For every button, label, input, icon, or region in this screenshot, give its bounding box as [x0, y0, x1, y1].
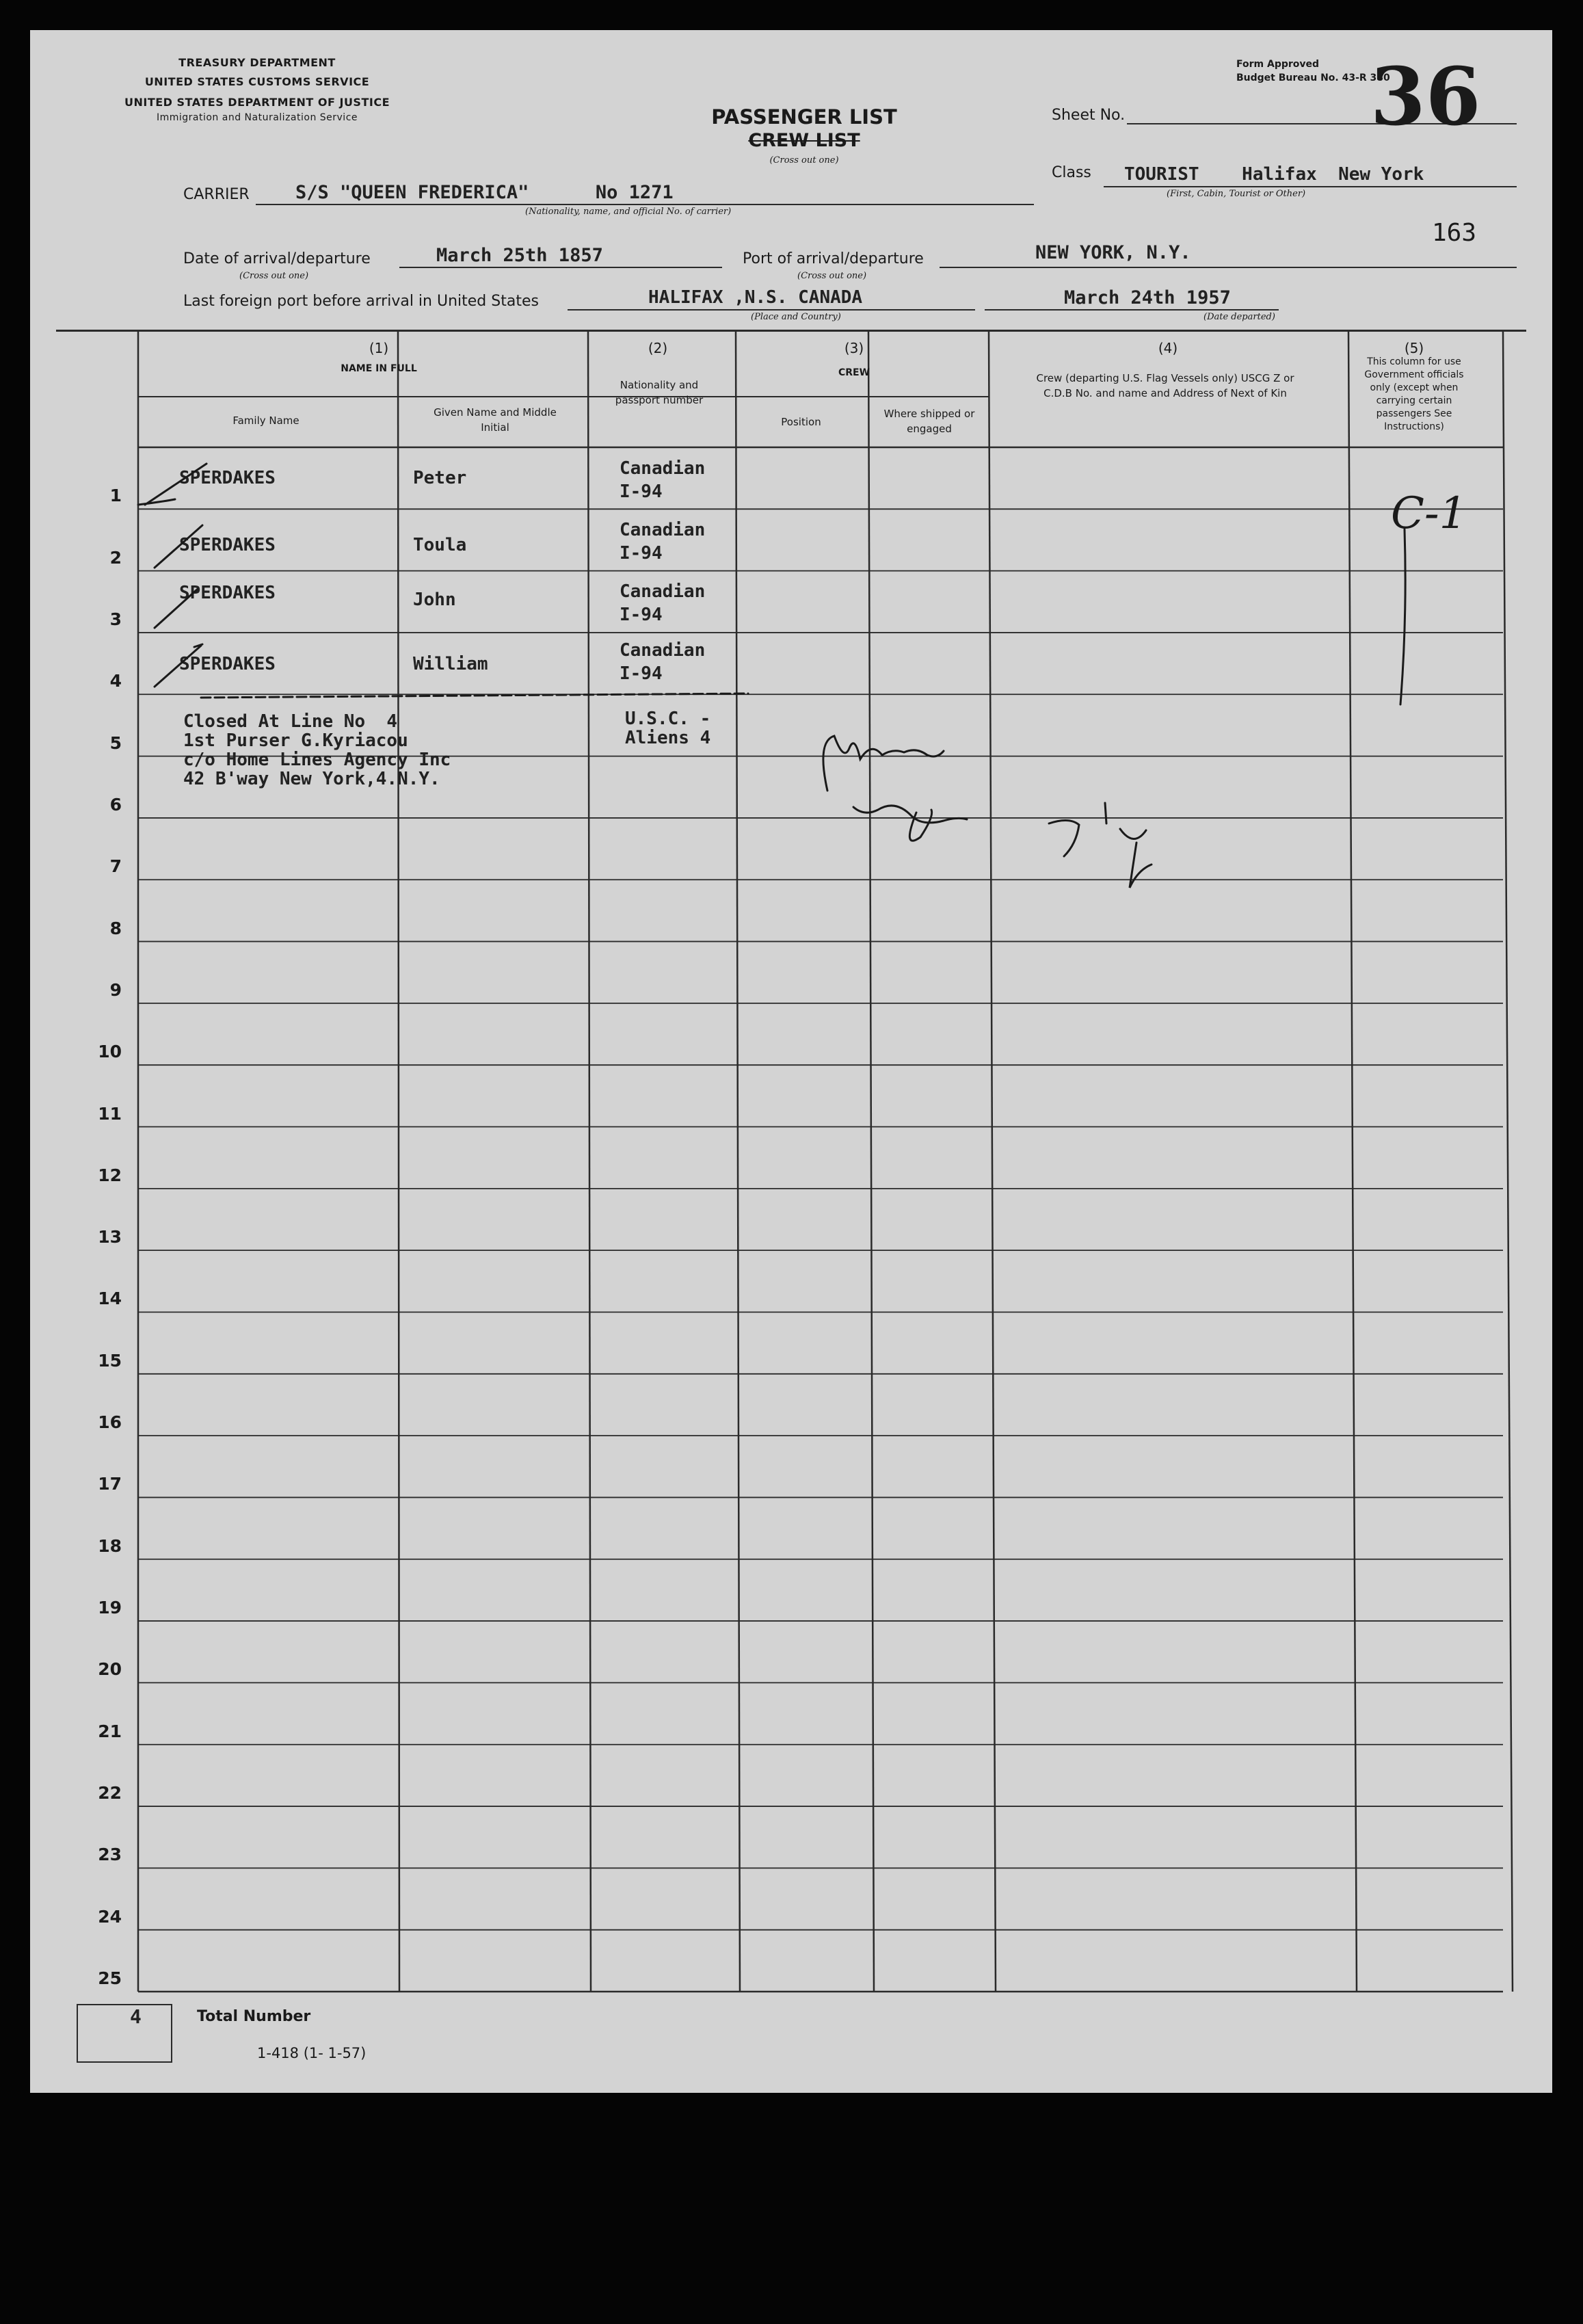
total-number-value: 4 — [130, 2005, 142, 2028]
uscg-line-2: Aliens 4 — [625, 728, 711, 748]
row-number: 11 — [98, 1103, 122, 1124]
total-number-box — [77, 2004, 172, 2063]
row-number: 10 — [98, 1042, 122, 1062]
family-name: SPERDAKES — [179, 654, 276, 674]
given-name: Peter — [413, 468, 467, 488]
nationality: Canadian — [620, 581, 706, 602]
row-number: 21 — [98, 1721, 122, 1741]
col2-num: (2) — [648, 340, 668, 356]
given-name: John — [413, 590, 456, 610]
government-mark: C-1 — [1391, 488, 1467, 539]
passport-number: I-94 — [620, 663, 663, 684]
row-number: 19 — [98, 1598, 122, 1618]
port-arrival-label: Port of arrival/departure — [743, 250, 924, 267]
check-mark-1 — [138, 464, 207, 505]
row-number: 25 — [98, 1968, 122, 1988]
carrier-hint: (Nationality, name, and official No. of carrier) — [525, 207, 732, 217]
total-number-label: Total Number — [197, 2008, 311, 2025]
row-number: 4 — [109, 671, 122, 691]
agency-line-4: Immigration and Naturalization Service — [156, 112, 358, 123]
closing-line-3: c/o Home Lines Agency Inc — [183, 750, 451, 770]
row-number: 7 — [109, 856, 122, 877]
signature-stroke-2 — [853, 806, 967, 841]
row-number: 18 — [98, 1535, 122, 1556]
nationality: Canadian — [620, 640, 706, 661]
row-number: 1 — [109, 486, 122, 506]
col4-title: Crew (departing U.S. Flag Vessels only) USCG Z or C.D.B No. and name and Address of Next of Kin — [1036, 372, 1294, 399]
row-number: 9 — [109, 979, 122, 1000]
row-number: 16 — [98, 1412, 122, 1433]
last-port-date-value: March 24th 1957 — [1064, 287, 1231, 308]
row-number: 23 — [98, 1845, 122, 1865]
closing-line-1: Closed At Line No 4 — [183, 711, 398, 732]
col1-title: NAME IN FULL — [341, 363, 417, 374]
shipped-header: Where shipped or engaged — [883, 408, 975, 435]
carrier-label: CARRIER — [183, 186, 250, 203]
row-number: 8 — [109, 918, 122, 938]
col1-num: (1) — [369, 340, 389, 356]
family-name: SPERDAKES — [179, 468, 276, 488]
row-number: 15 — [98, 1350, 122, 1371]
vertical-tally-line — [1400, 529, 1405, 704]
carrier-value: S/S "QUEEN FREDERICA" No 1271 — [295, 182, 674, 203]
given-name: William — [413, 654, 488, 674]
row-number: 14 — [98, 1289, 122, 1309]
last-port-label: Last foreign port before arrival in United States — [183, 293, 539, 310]
col4-num: (4) — [1158, 340, 1178, 356]
row-number: 2 — [109, 547, 122, 568]
row-number: 20 — [98, 1659, 122, 1680]
manifest-sheet — [30, 30, 1552, 2093]
last-port-value: HALIFAX ,N.S. CANADA — [648, 287, 863, 308]
uscg-line-1: U.S.C. - — [625, 709, 711, 729]
row-number: 12 — [98, 1165, 122, 1185]
last-port-date-hint: (Date departed) — [1203, 312, 1275, 322]
agency-line-1: TREASURY DEPARTMENT — [178, 56, 336, 69]
initials-stroke — [1049, 803, 1152, 888]
port-arrival-value: NEW YORK, N.Y. — [1035, 242, 1191, 263]
given-name-header: Given Name and Middle Initial — [434, 406, 557, 434]
port-cross-out: (Cross out one) — [797, 271, 867, 281]
sheet-no-label: Sheet No. — [1052, 107, 1126, 124]
agency-line-2: UNITED STATES CUSTOMS SERVICE — [144, 75, 370, 88]
row-number: 5 — [109, 732, 122, 753]
handwriting-overlay — [30, 30, 1552, 2093]
family-name: SPERDAKES — [179, 535, 276, 555]
class-label: Class — [1052, 164, 1091, 181]
check-mark-3 — [155, 590, 197, 628]
budget-bureau: Budget Bureau No. 43-R 380 — [1236, 72, 1390, 83]
col2-title: Nationality and passport number — [615, 379, 704, 406]
sheet-number: 36 — [1370, 51, 1481, 144]
date-arrival-value: March 25th 1857 — [436, 245, 603, 266]
form-approved: Form Approved — [1236, 59, 1320, 70]
class-hint: (First, Cabin, Tourist or Other) — [1167, 189, 1306, 199]
nationality: Canadian — [620, 458, 706, 479]
row4-underline — [201, 694, 748, 698]
family-name: SPERDAKES — [179, 583, 276, 603]
col5-title: This column for use Government officials only (except when carrying certain passengers See Instructions) — [1364, 356, 1464, 432]
given-name: Toula — [413, 535, 467, 555]
col3-num: (3) — [844, 340, 864, 356]
passport-number: I-94 — [620, 605, 663, 625]
agency-line-3: UNITED STATES DEPARTMENT OF JUSTICE — [124, 96, 390, 109]
row-number: 22 — [98, 1783, 122, 1804]
row-number: 17 — [98, 1474, 122, 1494]
signature-stroke-1 — [823, 736, 944, 791]
closing-line-4: 42 B'way New York,4.N.Y. — [183, 769, 440, 789]
row-number: 3 — [109, 609, 122, 629]
family-name-header: Family Name — [232, 414, 300, 427]
check-mark-2 — [155, 525, 202, 568]
last-port-place-hint: (Place and Country) — [751, 312, 841, 322]
col5-num: (5) — [1404, 340, 1424, 356]
date-arrival-label: Date of arrival/departure — [183, 250, 371, 267]
col3-title: CREW — [838, 367, 870, 378]
row-number: 13 — [98, 1227, 122, 1247]
position-header: Position — [781, 416, 821, 428]
passport-number: I-94 — [620, 481, 663, 502]
passport-number: I-94 — [620, 543, 663, 564]
check-mark-4 — [155, 644, 202, 687]
crew-list-title: CREW LIST — [748, 130, 860, 151]
row-number: 6 — [109, 794, 122, 815]
title-cross-out: (Cross out one) — [769, 155, 839, 166]
nationality: Canadian — [620, 520, 706, 540]
date-cross-out: (Cross out one) — [239, 271, 309, 281]
row-number: 24 — [98, 1906, 122, 1927]
sheet-stamp: 163 — [1432, 219, 1477, 247]
closing-line-2: 1st Purser G.Kyriacou — [183, 730, 408, 751]
passenger-list-title: PASSENGER LIST — [711, 105, 897, 129]
form-number: 1-418 (1- 1-57) — [257, 2045, 367, 2061]
class-value: TOURIST Halifax New York — [1124, 164, 1424, 185]
